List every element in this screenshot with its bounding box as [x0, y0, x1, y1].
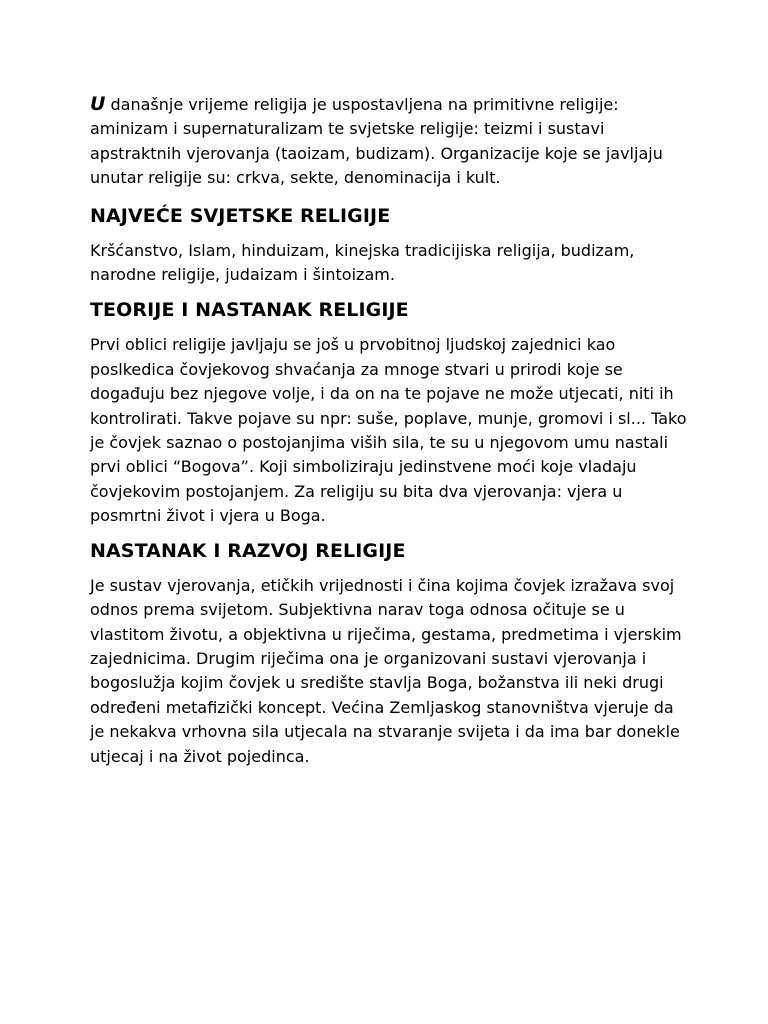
drop-cap-letter: U — [90, 93, 106, 115]
section-heading-origin-development: NASTANAK I RAZVOJ RELIGIJE — [90, 539, 406, 562]
intro-paragraph — [90, 92, 690, 191]
section-heading-largest-religions: NAJVEĆE SVJETSKE RELIGIJE — [90, 204, 391, 227]
section-body-origin-development: Je sustav vjerovanja, etičkih vrijednosti i čina kojima čovjek izražava svoj odnos prema svijetom. Subjektivna narav toga odnosa očituje se u vlastitom životu, a objektivna u riječima, gestama, predmetima i vjerskim zajednicima. Drugim riječima ona je organizovani sustavi vjerovanja i bogoslužja kojim čovjek u središte stavlja Boga, božanstva ili neki drugi određeni metafizički koncept. Većina Zemljaskog stanovništva vjeruje da je nekakva vrhovna sila utjecala na stvaranje svijeta i da ima bar donekle utjecaj i na život pojedinca. — [90, 575, 682, 766]
section-body-largest-religions: Kršćanstvo, Islam, hinduizam, kinejska tradicijiska religija, budizam, narodne religije, judaizam i šintoizam. — [90, 240, 635, 285]
section-body-theories-origin: Prvi oblici religije javljaju se još u prvobitnoj ljudskoj zajednici kao poslkedica čovjekovog shvaćanja za mnoge stvari u prirodi koje se događuju bez njegove volje, i da on na te pojave ne može utjecati, niti ih kontrolirati. Takve pojave su npr: suše, poplave, munje, gromovi i sl... Tako je čovjek saznao o postojanjima viših sila, te su u njegovom umu nastali prvi oblici “Bogova”. Koji simboliziraju jedinstvene moći koje vladaju čovjekovim postojanjem. Za religiju su bita dva vjerovanja: vjera u posmrtni život i vjera u Boga. — [90, 335, 687, 526]
intro-text: današnje vrijeme religija je uspostavljena na primitivne religije: aminizam i supernaturalizam te svjetske religije: teizmi i sustavi apstraktnih vjerovanja (taoizam, budizam). Organizacije koje se javljaju unutar religije su: crkva, sekte, denominacija i kult. — [90, 95, 663, 188]
document-page — [90, 92, 690, 769]
section-heading-theories-origin: TEORIJE I NASTANAK RELIGIJE — [90, 299, 409, 322]
